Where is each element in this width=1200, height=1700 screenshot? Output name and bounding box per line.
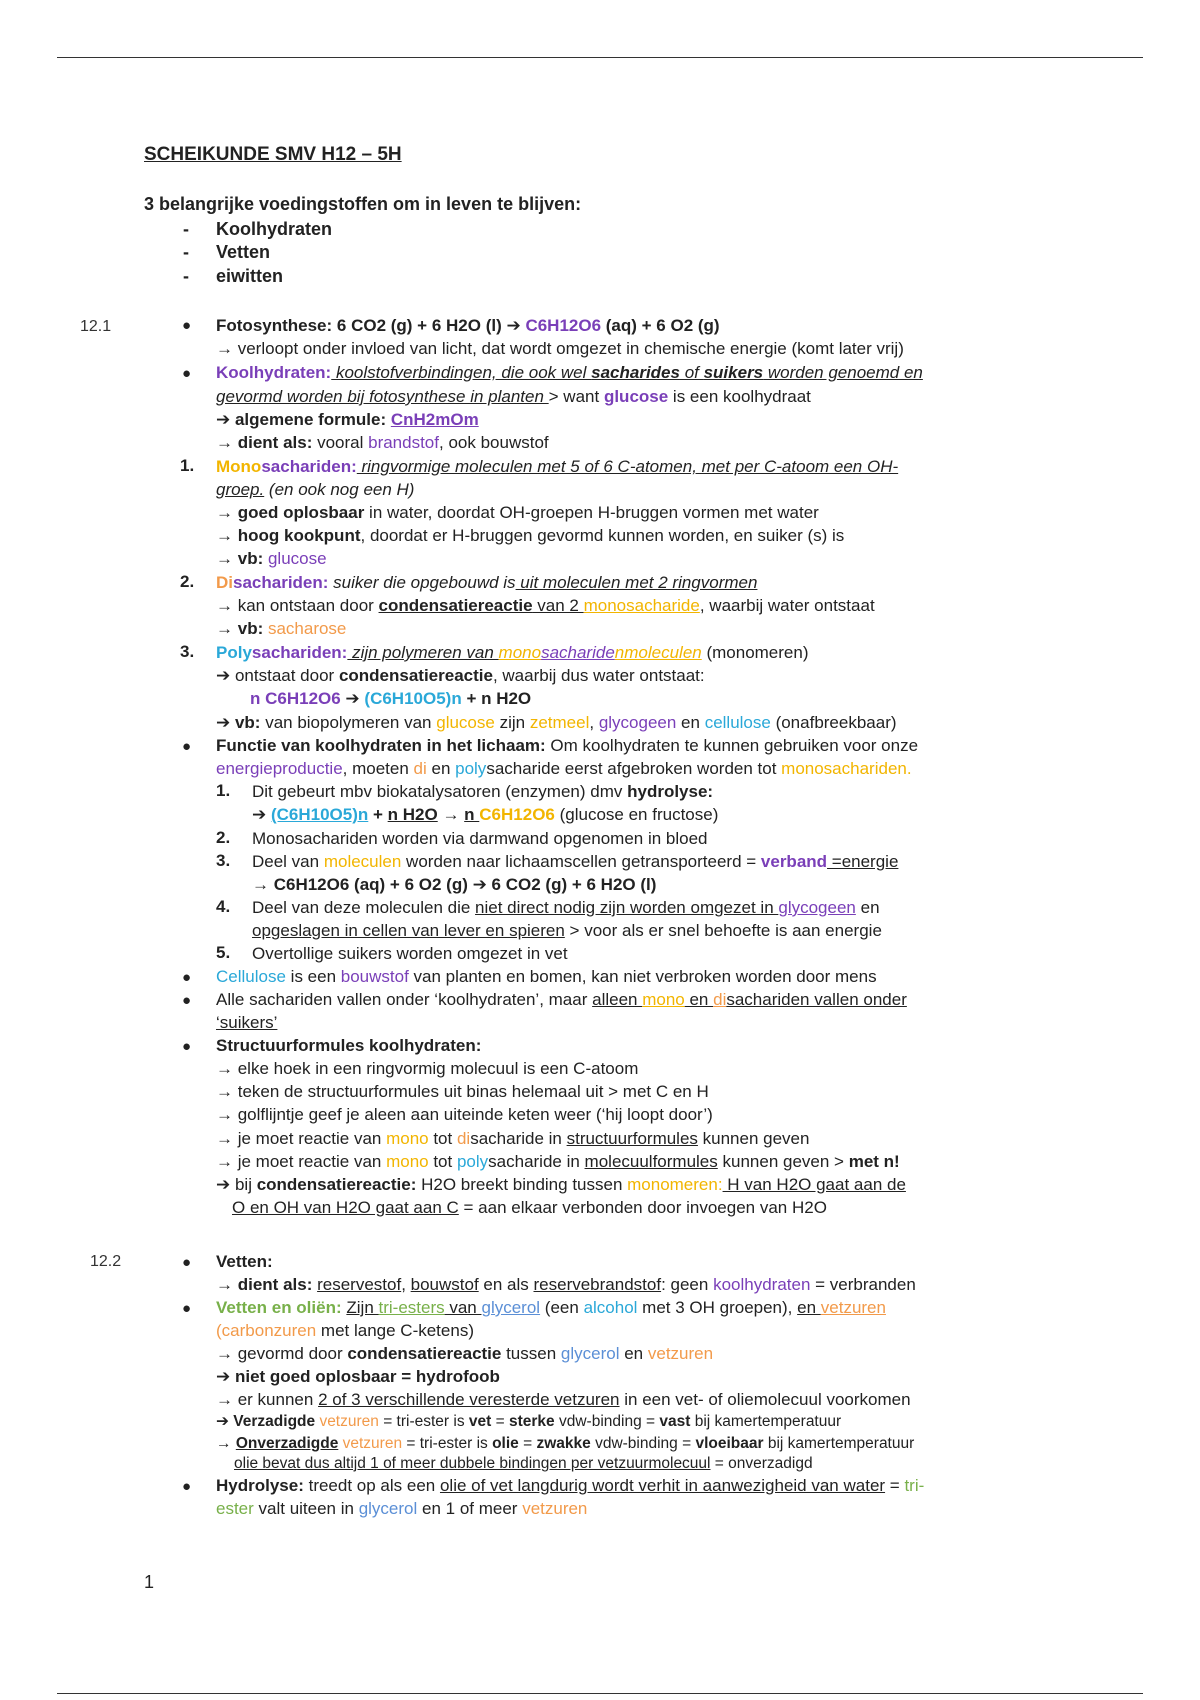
line-41: → dient als: reservestof, bouwstof en als reservebrandstof: geen koolhydraten = verbranden	[216, 1275, 916, 1294]
line-29: Cellulose is een bouwstof van planten en bomen, kan niet verbroken worden door mens	[216, 967, 877, 986]
line-12: Disachariden: suiker die opgebouwd is uit moleculen met 2 ringvormen	[216, 573, 758, 592]
line-38: ➔ bij condensatiereactie: H2O breekt binding tussen monomeren: H van H2O gaat aan de	[216, 1175, 906, 1194]
section-number: 12.1	[80, 318, 112, 335]
line-11: → vb: glucose	[216, 549, 327, 568]
list-number: 1.	[216, 781, 231, 800]
section-number: 12.2	[90, 1253, 122, 1270]
list-number: 1.	[180, 456, 195, 475]
line-14: → vb: sacharose	[216, 619, 347, 638]
line-21: Dit gebeurt mbv biokatalysatoren (enzymen) dmv hydrolyse:	[252, 782, 714, 801]
line-32: Structuurformules koolhydraten:	[216, 1036, 482, 1055]
list-number: 5.	[216, 943, 231, 962]
bullet-icon: ●	[182, 317, 192, 334]
line-7: Monosachariden: ringvormige moleculen met 5 of 6 C-atomen, met per C-atoom een OH-	[216, 457, 899, 476]
dash-marker: -	[183, 219, 189, 239]
dash-marker: -	[183, 266, 189, 286]
line-33: → elke hoek in een ringvormig molecuul is een C-atoom	[216, 1059, 639, 1078]
line-46: → er kunnen 2 of 3 verschillende veresterde vetzuren in een vet- of oliemolecuul voorkomen	[216, 1390, 911, 1409]
line-10: → hoog kookpunt, doordat er H-bruggen gevormd kunnen worden, en suiker (s) is	[216, 526, 845, 545]
bullet-icon: ●	[182, 1254, 192, 1271]
nutrient-item: Vetten	[216, 242, 271, 262]
bullet-icon: ●	[182, 969, 192, 986]
line-24: Deel van moleculen worden naar lichaamscellen getransporteerd = verband =energie	[252, 852, 899, 871]
line-9: → goed oplosbaar in water, doordat OH-groepen H-bruggen vormen met water	[216, 503, 819, 522]
line-43: (carbonzuren met lange C-ketens)	[216, 1321, 474, 1340]
line-23: Monosachariden worden via darmwand opgenomen in bloed	[252, 829, 708, 848]
line-44: → gevormd door condensatiereactie tussen glycerol en vetzuren	[216, 1344, 714, 1363]
line-2: → verloopt onder invloed van licht, dat wordt omgezet in chemische energie (komt later vrij)	[216, 339, 904, 358]
line-47: ➔ Verzadigde vetzuren = tri-ester is vet = sterke vdw-binding = vast bij kamertemperatuur	[216, 1413, 842, 1430]
line-40: Vetten:	[216, 1252, 273, 1271]
list-number: 3.	[180, 642, 195, 661]
nutrient-item: eiwitten	[216, 266, 284, 286]
line-39: O en OH van H2O gaat aan C = aan elkaar verbonden door invoegen van H2O	[232, 1198, 827, 1217]
bullet-icon: ●	[182, 1038, 192, 1055]
nutrient-item: Koolhydraten	[216, 219, 333, 239]
bullet-icon: ●	[182, 1478, 192, 1495]
line-15: Polysachariden: zijn polymeren van monosacharidenmoleculen (monomeren)	[216, 643, 809, 662]
list-number: 2.	[216, 828, 231, 847]
page-title: SCHEIKUNDE SMV H12 – 5H	[144, 144, 402, 165]
page-number: 1	[144, 1572, 155, 1592]
line-4: gevormd worden bij fotosynthese in planten > want glucose is een koolhydraat	[216, 387, 811, 406]
bullet-icon: ●	[182, 1300, 192, 1317]
line-photosynthesis: Fotosynthese: 6 CO2 (g) + 6 H2O (l) ➔ C6H12O6 (aq) + 6 O2 (g)	[216, 316, 720, 335]
bullet-icon: ●	[182, 992, 192, 1009]
list-number: 4.	[216, 897, 231, 916]
line-6: → dient als: vooral brandstof, ook bouwstof	[216, 433, 549, 452]
bottom-rule	[57, 1693, 1143, 1694]
line-20: energieproductie, moeten di en polysacharide eerst afgebroken worden tot monosachariden.	[216, 759, 912, 778]
line-22: ➔ (C6H10O5)n + n H2O → n C6H12O6 (glucose en fructose)	[252, 805, 719, 824]
line-8: groep. (en ook nog een H)	[216, 480, 415, 499]
line-27: opgeslagen in cellen van lever en spieren > voor als er snel behoefte is aan energie	[252, 921, 882, 940]
line-16: ➔ ontstaat door condensatiereactie, waarbij dus water ontstaat:	[216, 666, 705, 685]
line-48: → Onverzadigde vetzuren = tri-ester is olie = zwakke vdw-binding = vloeibaar bij kamertemperatuur	[216, 1435, 915, 1452]
top-rule	[57, 57, 1143, 58]
list-number: 2.	[180, 572, 195, 591]
line-3: Koolhydraten: koolstofverbindingen, die ook wel sacharides of suikers worden genoemd en	[216, 363, 923, 382]
line-18: ➔ vb: van biopolymeren van glucose zijn zetmeel, glycogeen en cellulose (onafbreekbaar)	[216, 713, 897, 732]
bullet-icon: ●	[182, 365, 192, 382]
line-5: ➔ algemene formule: CnH2mOm	[216, 410, 479, 429]
line-50: Hydrolyse: treedt op als een olie of vet langdurig wordt verhit in aanwezigheid van water = tri-	[216, 1476, 925, 1495]
line-42: Vetten en oliën: Zijn tri-esters van glycerol (een alcohol met 3 OH groepen), en vetzuren	[216, 1298, 886, 1317]
line-13: → kan ontstaan door condensatiereactie van 2 monosacharide, waarbij water ontstaat	[216, 596, 875, 615]
line-28: Overtollige suikers worden omgezet in vet	[252, 944, 568, 963]
line-19: Functie van koolhydraten in het lichaam: Om koolhydraten te kunnen gebruiken voor onze	[216, 736, 919, 755]
dash-marker: -	[183, 242, 189, 262]
line-37: → je moet reactie van mono tot polysacharide in molecuulformules kunnen geven > met n!	[216, 1152, 900, 1171]
intro-text: 3 belangrijke voedingstoffen om in leven te blijven:	[144, 194, 582, 214]
line-45: ➔ niet goed oplosbaar = hydrofoob	[216, 1367, 500, 1386]
line-26: Deel van deze moleculen die niet direct nodig zijn worden omgezet in glycogeen en	[252, 898, 880, 917]
line-51: ester valt uiteen in glycerol en 1 of meer vetzuren	[216, 1499, 588, 1518]
list-number: 3.	[216, 851, 231, 870]
line-17: n C6H12O6 ➔ (C6H10O5)n + n H2O	[250, 689, 532, 708]
line-49: olie bevat dus altijd 1 of meer dubbele bindingen per vetzuurmolecuul = onverzadigd	[234, 1455, 813, 1472]
line-34: → teken de structuurformules uit binas helemaal uit > met C en H	[216, 1082, 709, 1101]
line-31: ‘suikers’	[216, 1013, 278, 1032]
line-36: → je moet reactie van mono tot disacharide in structuurformules kunnen geven	[216, 1129, 810, 1148]
line-35: → golflijntje geef je aleen aan uiteinde keten weer (‘hij loopt door’)	[216, 1105, 713, 1124]
line-30: Alle sachariden vallen onder ‘koolhydraten’, maar alleen mono en disachariden vallen onder	[216, 990, 907, 1009]
bullet-icon: ●	[182, 738, 192, 755]
line-25: → C6H12O6 (aq) + 6 O2 (g) ➔ 6 CO2 (g) + 6 H2O (l)	[252, 875, 657, 894]
